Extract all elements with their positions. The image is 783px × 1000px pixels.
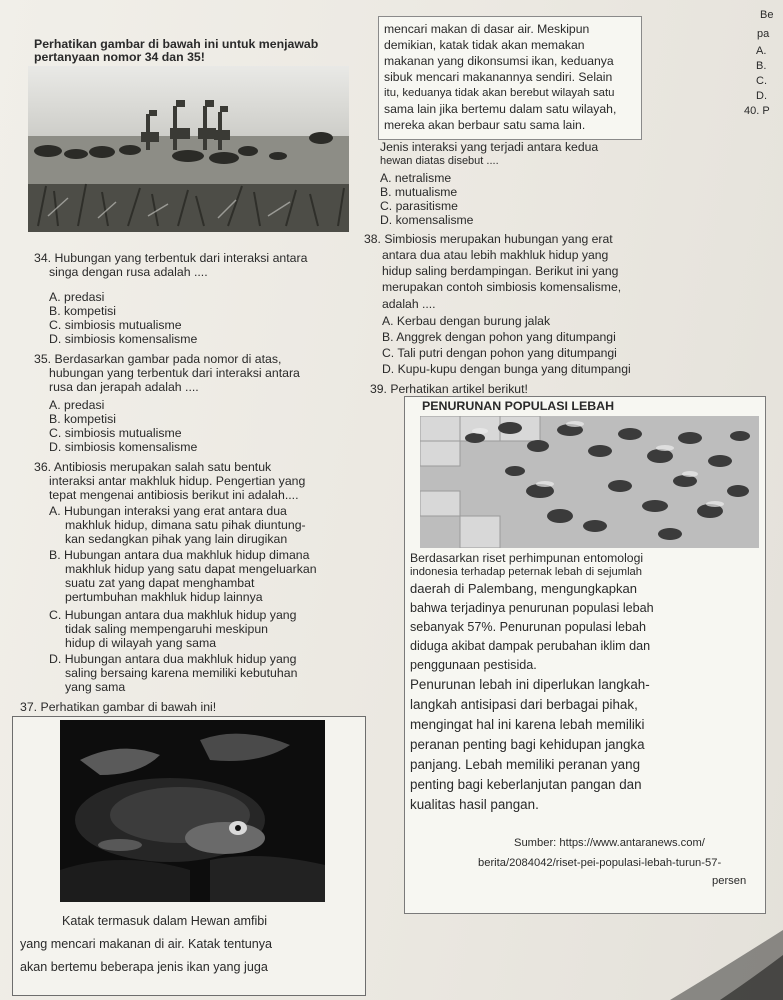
- intro-line-3: makanan yang dikonsumsi ikan, keduanya: [384, 54, 614, 68]
- q35-option-c[interactable]: C. simbiosis mutualisme: [49, 426, 182, 440]
- q34-option-c[interactable]: C. simbiosis mutualisme: [49, 318, 182, 332]
- q37-option-d[interactable]: D. komensalisme: [380, 213, 474, 227]
- intro-line-4: sibuk mencari makanannya sendiri. Selain: [384, 70, 613, 84]
- q36-option-a-3: kan sedangkan pihak yang lain dirugikan: [65, 532, 288, 546]
- q35-line1: 35. Berdasarkan gambar pada nomor di atas,: [34, 352, 282, 366]
- q38-line4: merupakan contoh simbiosis komensalisme,: [382, 280, 622, 294]
- article-line-7: penggunaan pestisida.: [410, 658, 537, 672]
- q37-caption-1: Katak termasuk dalam Hewan amfibi: [62, 914, 268, 928]
- q36-option-c-3: hidup di wilayah yang sama: [65, 636, 217, 650]
- q34-option-d[interactable]: D. simbiosis komensalisme: [49, 332, 198, 346]
- q36-option-c-2: tidak saling mempengaruhi meskipun: [65, 622, 269, 636]
- article-source-2: berita/2084042/riset-pei-populasi-lebah-turun-57-: [478, 857, 722, 869]
- col3-fragment-1: Be: [760, 9, 774, 21]
- q35-option-a[interactable]: A. predasi: [49, 398, 105, 412]
- q36-option-b-4: pertumbuhan makhluk hidup lainnya: [65, 590, 263, 604]
- article-line-10: mengingat hal ini karena lebah memiliki: [410, 717, 645, 732]
- q38-line1: 38. Simbiosis merupakan hubungan yang erat: [364, 232, 613, 246]
- article-line-8: Penurunan lebah ini diperlukan langkah-: [410, 677, 650, 692]
- article-line-5: sebanyak 57%. Penurunan populasi lebah: [410, 620, 646, 634]
- q37-caption-3: akan bertemu beberapa jenis ikan yang juga: [20, 960, 268, 974]
- article-source-1: Sumber: https://www.antaranews.com/: [514, 837, 705, 849]
- article-line-12: panjang. Lebah memiliki peranan yang: [410, 757, 641, 772]
- q37-question-2: hewan diatas disebut ....: [380, 155, 499, 167]
- q36-option-c[interactable]: C. Hubungan antara dua makhluk hidup yang: [49, 608, 297, 622]
- instruction-header: Perhatikan gambar di bawah ini untuk menjawab: [34, 37, 319, 51]
- q34-line2: singa dengan rusa adalah ....: [49, 265, 208, 279]
- col3-fragment-4: B.: [756, 60, 767, 72]
- q35-option-d[interactable]: D. simbiosis komensalisme: [49, 440, 198, 454]
- q34-option-b[interactable]: B. kompetisi: [49, 304, 116, 318]
- q36-line3: tepat mengenai antibiosis berikut ini adalah....: [49, 488, 299, 502]
- q35-option-b[interactable]: B. kompetisi: [49, 412, 116, 426]
- intro-line-6: sama lain jika bertemu dalam satu wilayah,: [384, 102, 617, 116]
- q37-caption-2: yang mencari makanan di air. Katak tentunya: [20, 937, 273, 951]
- q37-question-1: Jenis interaksi yang terjadi antara kedua: [380, 140, 599, 154]
- q36-line2: interaksi antar makhluk hidup. Pengertian yang: [49, 474, 306, 488]
- q36-option-a[interactable]: A. Hubungan interaksi yang erat antara dua: [49, 504, 287, 518]
- q38-option-d[interactable]: D. Kupu-kupu dengan bunga yang ditumpangi: [382, 362, 631, 376]
- article-line-6: diduga akibat dampak perubahan iklim dan: [410, 639, 651, 653]
- intro-line-5: itu, keduanya tidak akan berebut wilayah satu: [384, 87, 615, 99]
- col3-fragment-7: 40. P: [744, 105, 770, 117]
- q38-line2: antara dua atau lebih makhluk hidup yang: [382, 248, 609, 262]
- q36-option-d[interactable]: D. Hubungan antara dua makhluk hidup yang: [49, 652, 297, 666]
- article-line-9: langkah antisipasi dari berbagai pihak,: [410, 697, 638, 712]
- intro-line-7: mereka akan berbaur satu sama lain.: [384, 118, 586, 132]
- col3-fragment-3: A.: [756, 45, 767, 57]
- article-line-1: Berdasarkan riset perhimpunan entomologi: [410, 551, 644, 565]
- q35-line2: hubungan yang terbentuk dari interaksi antara: [49, 366, 300, 380]
- col3-fragment-2: pa: [757, 28, 770, 40]
- q38-option-c[interactable]: C. Tali putri dengan pohon yang ditumpangi: [382, 346, 617, 360]
- savanna-photo: [28, 66, 349, 232]
- q36-line1: 36. Antibiosis merupakan salah satu bentuk: [34, 460, 272, 474]
- q36-option-b-3: suatu zat yang dapat menghambat: [65, 576, 255, 590]
- col3-fragment-6: D.: [756, 90, 767, 102]
- q38-option-a[interactable]: A. Kerbau dengan burung jalak: [382, 314, 551, 328]
- q38-option-b[interactable]: B. Anggrek dengan pohon yang ditumpangi: [382, 330, 616, 344]
- q34-option-a[interactable]: A. predasi: [49, 290, 105, 304]
- q37-option-b[interactable]: B. mutualisme: [380, 185, 458, 199]
- article-line-4: bahwa terjadinya penurunan populasi lebah: [410, 601, 654, 615]
- article-source-3: persen: [712, 875, 747, 887]
- col3-fragment-5: C.: [756, 75, 767, 87]
- q37-line1: 37. Perhatikan gambar di bawah ini!: [20, 700, 217, 714]
- q38-line5: adalah ....: [382, 297, 436, 311]
- article-title: PENURUNAN POPULASI LEBAH: [422, 399, 615, 413]
- bees-photo: [420, 416, 759, 548]
- q36-option-d-2: saling bersaing karena memiliki kebutuhan: [65, 666, 298, 680]
- instruction-header-2: pertanyaan nomor 34 dan 35!: [34, 50, 205, 64]
- article-line-13: penting bagi keberlanjutan pangan dan: [410, 777, 642, 792]
- q36-option-b[interactable]: B. Hubungan antara dua makhluk hidup dimana: [49, 548, 310, 562]
- q37-option-c[interactable]: C. parasitisme: [380, 199, 458, 213]
- article-line-11: peranan penting bagi kehidupan jangka: [410, 737, 645, 752]
- q39-line1: 39. Perhatikan artikel berikut!: [370, 382, 528, 396]
- article-line-2: indonesia terhadap peternak lebah di sejumlah: [410, 566, 642, 578]
- frog-photo: [60, 720, 325, 902]
- intro-line-1: mencari makan di dasar air. Meskipun: [384, 22, 590, 36]
- q38-line3: hidup saling berdampingan. Berikut ini yang: [382, 264, 619, 278]
- q34-line1: 34. Hubungan yang terbentuk dari interaksi antara: [34, 251, 308, 265]
- article-line-14: kualitas hasil pangan.: [410, 797, 539, 812]
- q36-option-d-3: yang sama: [65, 680, 126, 694]
- q35-line3: rusa dan jerapah adalah ....: [49, 380, 199, 394]
- intro-line-2: demikian, katak tidak akan memakan: [384, 38, 585, 52]
- article-line-3: daerah di Palembang, mengungkapkan: [410, 581, 637, 596]
- q36-option-b-2: makhluk hidup yang satu dapat mengeluarkan: [65, 562, 317, 576]
- q36-option-a-2: makhluk hidup, dimana satu pihak diuntung-: [65, 518, 306, 532]
- q37-option-a[interactable]: A. netralisme: [380, 171, 452, 185]
- paper-fold-shadow: [650, 930, 783, 1000]
